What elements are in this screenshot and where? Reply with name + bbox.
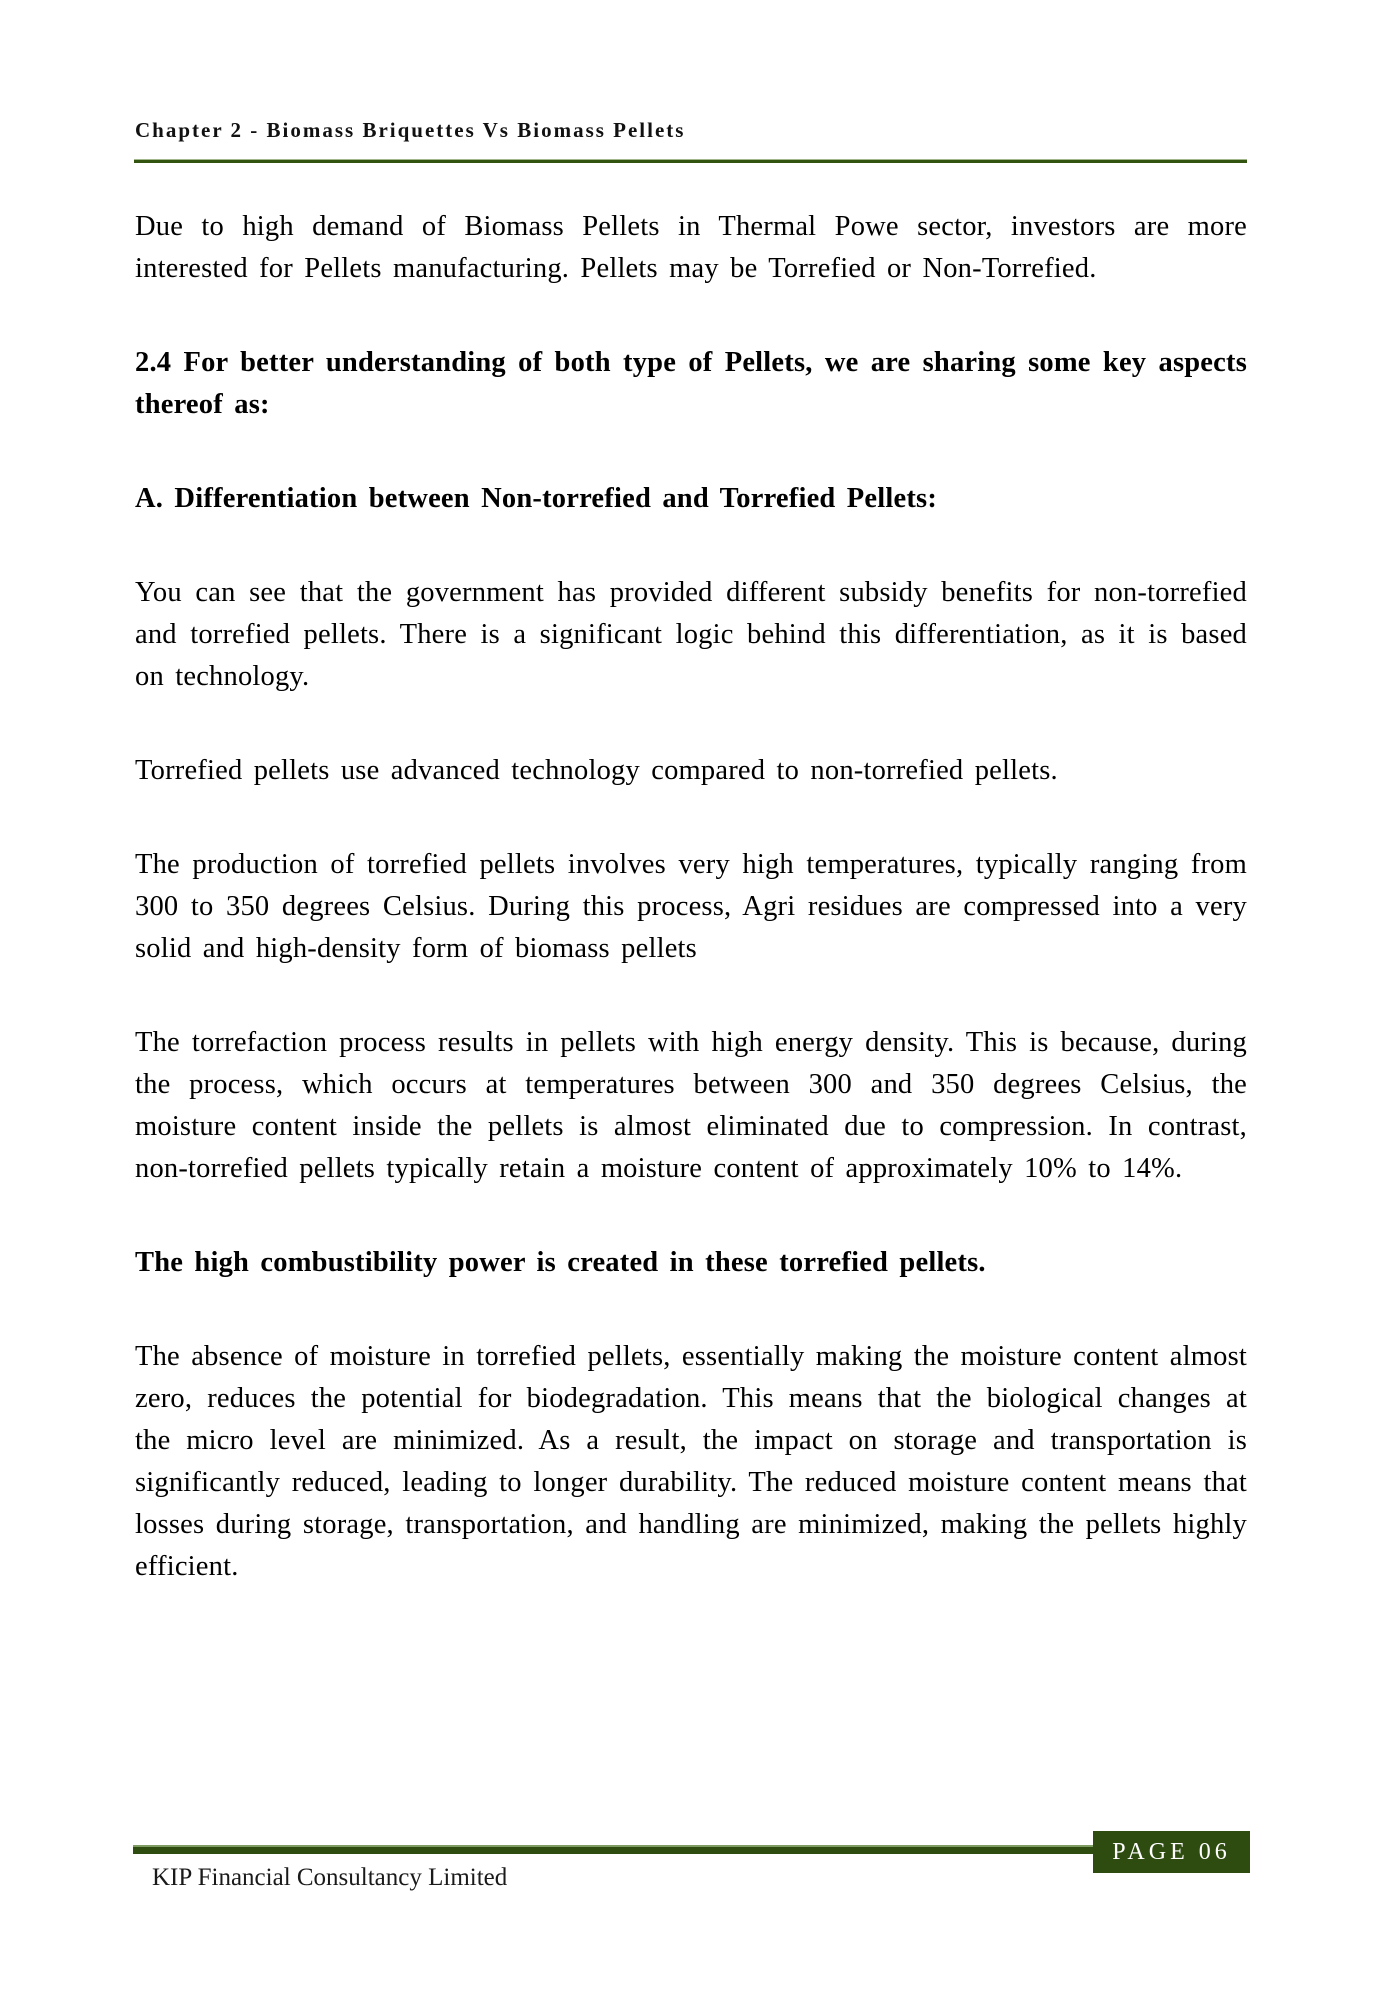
subsection-heading-a: A. Differentiation between Non-torrefied and Torrefied Pellets: xyxy=(135,483,938,514)
footer-divider-rule xyxy=(133,1845,1250,1854)
section-heading-2-4: 2.4 For better understanding of both type of Pellets, we are sharing some key aspects thereof as: xyxy=(135,347,1247,420)
paragraph-moisture-absence-durability: The absence of moisture in torrefied pellets, essentially making the moisture content almost zero, reduces the potential for biodegradation. This means that the biological changes at the micro level are minimized. As a result, the impact on storage and transportation is significantly reduced, leading to longer durability. The reduced moisture content means that losses during storage, transportation, and handling are minimized, making the pellets highly efficient. xyxy=(135,1341,1247,1582)
page-number-badge: PAGE 06 xyxy=(1093,1831,1250,1873)
paragraph-production-temperatures: The production of torrefied pellets involves very high temperatures, typically ranging from 300 to 350 degrees Celsius. During this process, Agri residues are compressed into a very solid and high-density form of biomass pellets xyxy=(135,849,1247,964)
footer-company-name: KIP Financial Consultancy Limited xyxy=(152,1864,508,1891)
paragraph-advanced-technology: Torrefied pellets use advanced technology compared to non-torrefied pellets. xyxy=(135,755,1058,786)
document-body xyxy=(135,206,1247,1640)
paragraph-subsidy-logic: You can see that the government has provided different subsidy benefits for non-torrefied and torrefied pellets. There is a significant logic behind this differentiation, as it is based on technology. xyxy=(135,577,1247,692)
paragraph-intro: Due to high demand of Biomass Pellets in Thermal Powe sector, investors are more interested for Pellets manufacturing. Pellets may be Torrefied or Non-Torrefied. xyxy=(135,211,1247,284)
chapter-header-title: Chapter 2 - Biomass Briquettes Vs Biomass Pellets xyxy=(135,118,686,142)
header-divider-rule xyxy=(134,159,1247,163)
statement-high-combustibility: The high combustibility power is created in these torrefied pellets. xyxy=(135,1247,986,1278)
paragraph-torrefaction-energy-density: The torrefaction process results in pellets with high energy density. This is because, during the process, which occurs at temperatures between 300 and 350 degrees Celsius, the moisture content inside the pellets is almost eliminated due to compression. In contrast, non-torrefied pellets typically retain a moisture content of approximately 10% to 14%. xyxy=(135,1027,1247,1184)
